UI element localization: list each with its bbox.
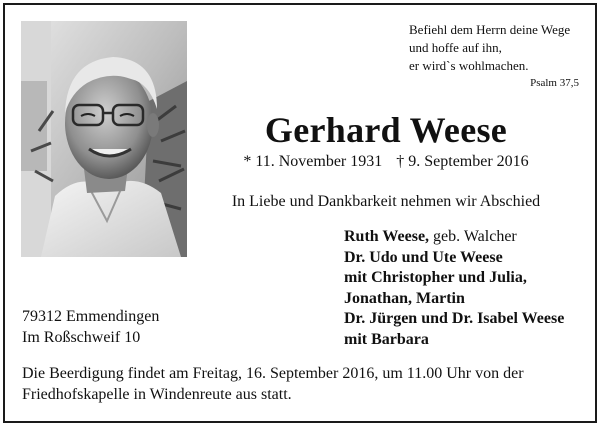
verse-line-3: er wird`s wohlmachen. [409, 58, 529, 73]
verse-line-2: und hoffe auf ihn, [409, 40, 502, 55]
mourner-line: mit Christopher und Julia, [344, 269, 527, 286]
mourner-line: Jonathan, Martin [344, 289, 465, 307]
address-street: Im Roßschweif 10 [22, 328, 141, 346]
farewell-text: In Liebe und Dankbarkeit nehmen wir Abschied [231, 193, 541, 210]
verse-line-1: Befiehl dem Herrn deine Wege [409, 22, 571, 37]
death-date: † 9. September 2016 [396, 153, 529, 170]
address-city: 79312 Emmendingen [22, 308, 160, 325]
funeral-line-1: Die Beerdigung findet am Freitag, 16. September 2016, um 11.00 Uhr von der [22, 365, 524, 382]
verse-reference: Psalm 37,5 [530, 77, 579, 89]
mourner-line: Dr. Udo und Ute Weese [344, 248, 503, 266]
portrait-photo [21, 21, 187, 257]
mourner-line [344, 227, 584, 248]
maiden-name: geb. Walcher [429, 228, 517, 245]
mourners-list [344, 227, 584, 350]
mourner-name: Ruth Weese, [344, 228, 430, 245]
mourner-line: Dr. Jürgen und Dr. Isabel Weese [344, 310, 565, 327]
birth-date: * 11. November 1931 [243, 153, 383, 170]
funeral-notice [22, 364, 582, 405]
funeral-line-2: Friedhofskapelle in Windenreute aus statt. [22, 385, 292, 403]
mourner-line: mit Barbara [344, 330, 429, 348]
family-address [22, 307, 159, 348]
bible-verse [409, 21, 579, 90]
deceased-name: Gerhard Weese [264, 110, 508, 150]
life-dates [200, 152, 572, 172]
